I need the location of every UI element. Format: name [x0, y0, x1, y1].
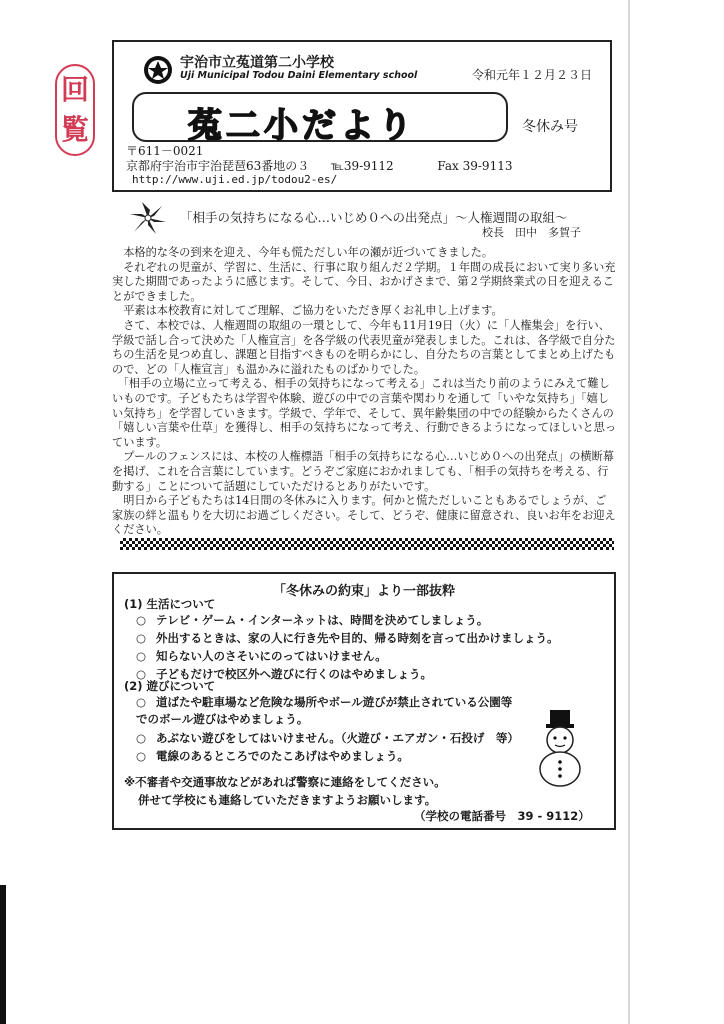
- paragraph: それぞれの児童が、学習に、生活に、行事に取り組んだ２学期。１年間の成長において実り多い充実した期間であったように感じます。そして、今日、おかげさまで、第２学期終業式の日を迎えることができました。: [112, 260, 616, 303]
- rule-item: [136, 730, 519, 746]
- rule-item-text: 知らない人のさそいにのってはいけません。: [156, 649, 387, 663]
- bullet: ○: [136, 667, 147, 681]
- rule-item: [136, 612, 488, 628]
- checkered-divider: [120, 538, 614, 550]
- issue-name: 冬休み号: [522, 119, 578, 135]
- rule-item-text: テレビ・ゲーム・インターネットは、時間を決めてしましょう。: [156, 613, 489, 627]
- section-heading-life: (1) 生活について: [124, 597, 216, 611]
- warning-line: ※不審者や交通事故などがあれば警察に連絡をしてください。: [124, 775, 446, 789]
- warning-line: 併せて学校にも連絡していただきますようお願いします。: [138, 793, 437, 807]
- paragraph: 「相手の立場に立って考える、相手の気持ちになって考える」これは当たり前のようにみえて難しいものです。子どもたちは学習や体験、遊びの中での言葉や関わりを通して「いやな気持ち」「嬉しい気持ち」を学習していきます。学級で、学年で、そして、異年齢集団の中での経験からたくさんの「嬉しい言葉や仕草」を獲得し、相手の気持ちになって考え、行動できるようになってほしいと思っています。: [112, 377, 617, 449]
- phone-number: ℡39-9112: [330, 159, 394, 173]
- paragraph: さて、本校では、人権週間の取組の一環として、今年も11月19日（火）に「人権集会」を行い、学級で話し合って決めた「人権宣言」を各学級の代表児童が発表しました。これは、各学級で自分たちの生活を見つめ直し、課題と目指すべきものを明らかにし、自分たちの言葉としてまとめ上げたもので、どの「人権宣言」も温かみに溢れたものばかりでした。: [112, 318, 616, 376]
- postal-code: 〒611－0021: [126, 144, 204, 158]
- rule-item: [136, 748, 409, 764]
- rule-item-text: 道ばたや駐車場など危険な場所やボール遊びが禁止されている公園等でのボール遊びはやめましょう。: [136, 695, 513, 726]
- school-phone-note: （学校の電話番号 39 - 9112）: [414, 809, 590, 823]
- paragraph: プールのフェンスには、本校の人権標語「相手の気持ちになる心…いじめ０への出発点」の横断幕を掲げ、これを合言葉にしています。どうぞご家庭におかれましても、「相手の気持ちを考える、行動する」ことについて話題にしていただけるとありがたいです。: [112, 450, 614, 493]
- rule-item-text: 電線のあるところでのたこあげはやめましょう。: [156, 749, 409, 763]
- rule-item: [136, 648, 387, 664]
- rule-item: [136, 694, 516, 728]
- rule-item-text: 外出するときは、家の人に行き先や目的、帰る時刻を言って出かけましょう。: [156, 631, 559, 645]
- bullet: ○: [136, 695, 147, 709]
- bullet: ○: [136, 631, 147, 645]
- school-name: 宇治市立菟道第二小学校: [180, 55, 334, 71]
- scan-edge-mark: [0, 885, 6, 1024]
- school-name-english: Uji Municipal Todou Daini Elementary school: [180, 70, 418, 81]
- school-emblem-icon: [142, 54, 174, 86]
- newsletter-header: [112, 40, 612, 192]
- bullet: ○: [136, 649, 147, 663]
- address: 京都府宇治市宇治琵琶63番地の３: [126, 159, 310, 173]
- bullet: ○: [136, 731, 147, 745]
- title-frame: [132, 92, 508, 146]
- rule-item-text: 子どもだけで校区外へ遊びに行くのはやめましょう。: [156, 667, 432, 681]
- rule-item: [136, 630, 559, 646]
- fax-number: Fax 39-9113: [437, 159, 513, 173]
- winter-rules-box: [112, 572, 616, 830]
- newsletter-title: 菟二小だより: [188, 106, 416, 146]
- paragraph: 明日から子どもたちは14日間の冬休みに入ります。何かと慌ただしいこともあるでしょうが、ご家族の絆と温もりを大切にお過ごしください。そして、どうぞ、健康に留意され、良いお年をお迎えください。: [112, 494, 616, 537]
- section-heading-play: (2) 遊びについて: [124, 679, 216, 693]
- rule-item-text: あぶない遊びをしてはいけません。（火遊び・エアガン・石投げ 等）: [156, 731, 519, 745]
- issue-date: 令和元年１２月２３日: [472, 68, 593, 82]
- article-title: 「相手の気持ちになる心…いじめ０への出発点」～人権週間の取組～: [180, 210, 568, 225]
- bullet: ○: [136, 749, 147, 763]
- page-edge-line: [628, 0, 630, 1024]
- article-author: 校長 田中 多賀子: [482, 226, 581, 239]
- poinsettia-icon: [128, 198, 168, 238]
- snowman-icon: [532, 708, 592, 788]
- school-url: http://www.uji.ed.jp/todou2-es/: [132, 173, 338, 186]
- article-body: [112, 246, 617, 538]
- bullet: ○: [136, 613, 147, 627]
- address-line: [126, 157, 512, 174]
- rules-title: 「冬休みの約束」より一部抜粋: [272, 584, 455, 599]
- paragraph: 本格的な冬の到来を迎え、今年も慌ただしい年の瀬が近づいてきました。: [112, 246, 494, 259]
- circulation-stamp: 回覧: [55, 64, 95, 156]
- paragraph: 平素は本校教育に対してご理解、ご協力をいただき厚くお礼申し上げます。: [112, 304, 503, 318]
